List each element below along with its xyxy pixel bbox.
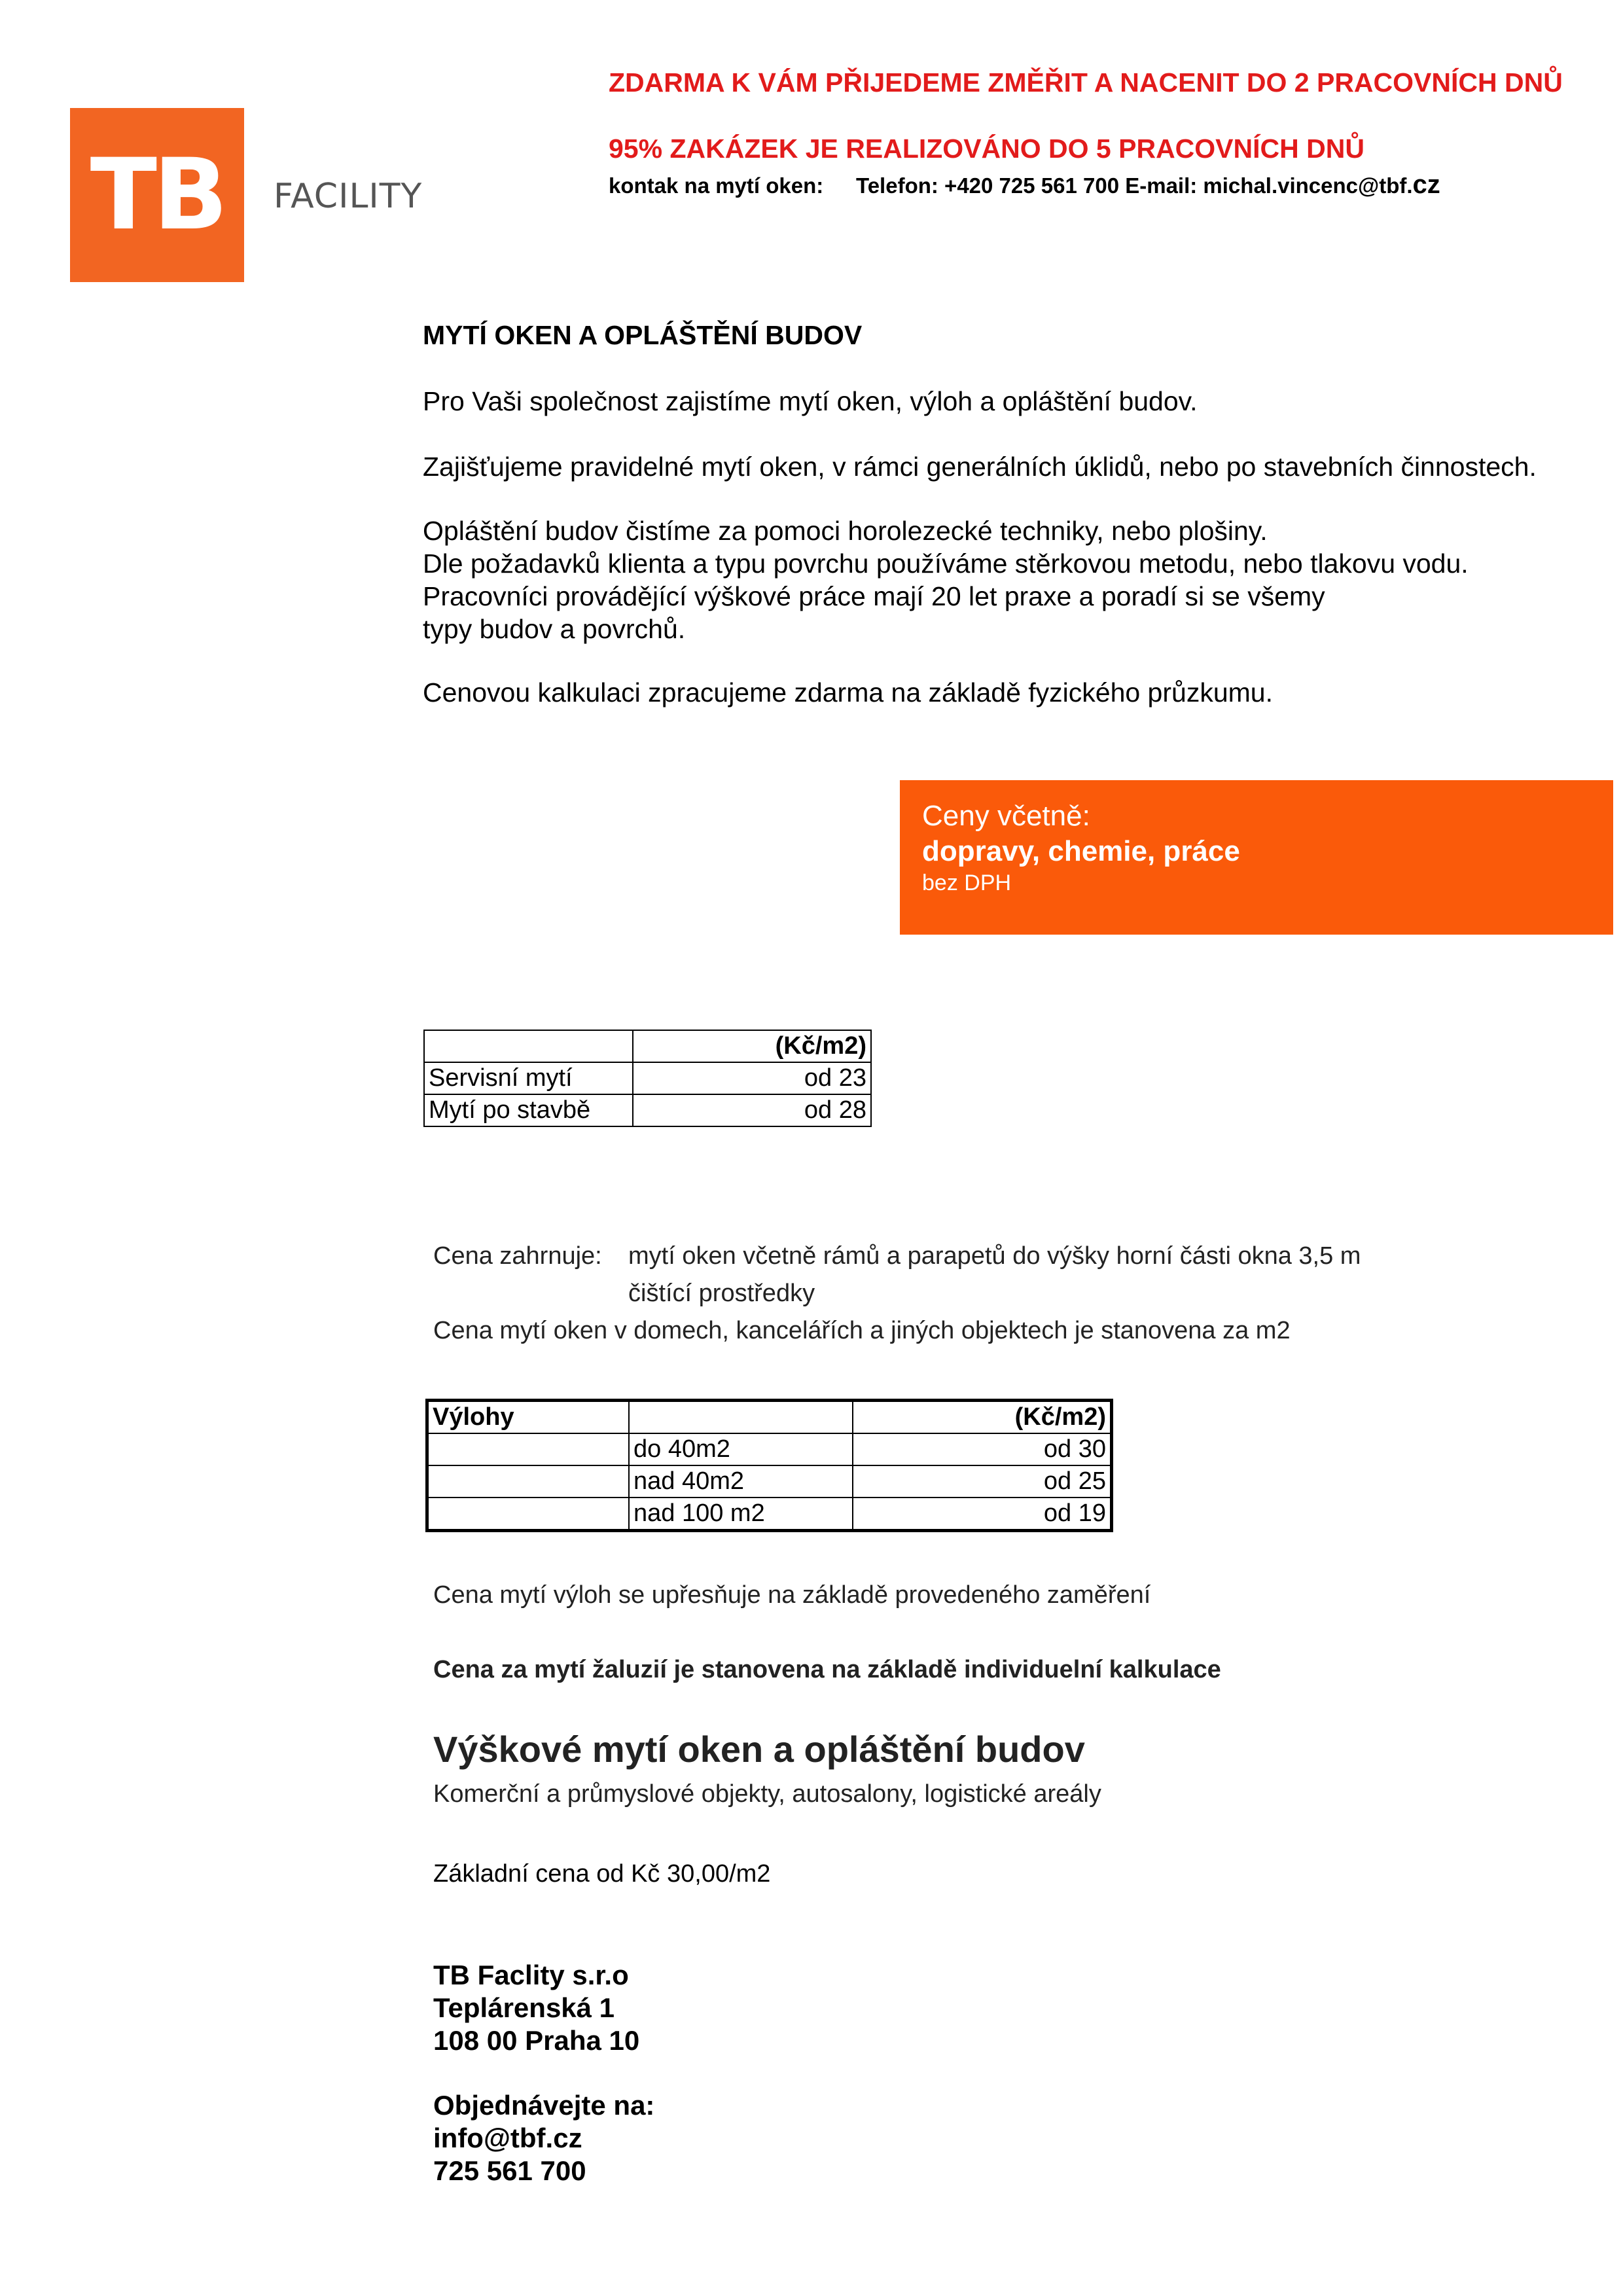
- shopwindow-note: Cena mytí výloh se upřesňuje na základě provedeného zaměření: [433, 1581, 1151, 1609]
- header-contact-label: kontak na mytí oken:: [609, 173, 824, 198]
- price-info-box: [900, 780, 1613, 935]
- table-row: [427, 1433, 1112, 1465]
- table-header-cell: [424, 1030, 633, 1062]
- table-cell: Servisní mytí: [424, 1062, 633, 1094]
- table-cell: od 30: [853, 1433, 1112, 1465]
- order-label: Objednávejte na:: [433, 2090, 655, 2121]
- price-includes-note: Cena mytí oken v domech, kancelářích a jiných objektech je stanovena za m2: [433, 1317, 1291, 1344]
- table-header-row: [427, 1401, 1112, 1434]
- high-rise-subtitle: Komerční a průmyslové objekty, autosalony, logistické areály: [433, 1780, 1101, 1808]
- price-includes-item: mytí oken včetně rámů a parapetů do výšky horní části okna 3,5 m: [628, 1242, 1361, 1270]
- high-rise-title: Výškové mytí oken a opláštění budov: [433, 1729, 1085, 1770]
- table-cell: Mytí po stavbě: [424, 1094, 633, 1126]
- price-includes-label: Cena zahrnuje:: [433, 1242, 602, 1270]
- paragraph-cladding-line: typy budov a povrchů.: [423, 614, 686, 644]
- header-contact-tld: cz: [1412, 170, 1440, 199]
- table-cell: [427, 1465, 630, 1498]
- table-row: [424, 1094, 871, 1126]
- order-email: info@tbf.cz: [433, 2123, 582, 2153]
- price-box-line-1: Ceny včetně:: [922, 800, 1090, 832]
- price-includes-item: čištící prostředky: [628, 1280, 815, 1307]
- table-cell: nad 100 m2: [629, 1498, 853, 1531]
- blinds-note: Cena za mytí žaluzií je stanovena na základě individuelní kalkulace: [433, 1656, 1221, 1683]
- price-box-line-2: dopravy, chemie, práce: [922, 835, 1240, 867]
- table-cell: od 19: [853, 1498, 1112, 1531]
- table-cell: [427, 1498, 630, 1531]
- paragraph-cladding-line: Pracovníci provádějící výškové práce mají 20 let praxe a poradí si se všemy: [423, 581, 1325, 611]
- table-row: [427, 1498, 1112, 1531]
- shopwindow-price-table: [425, 1399, 1113, 1532]
- window-price-table: [423, 1030, 872, 1127]
- order-phone: 725 561 700: [433, 2155, 586, 2186]
- page-heading: MYTÍ OKEN A OPLÁŠTĚNÍ BUDOV: [423, 320, 863, 350]
- logo-mark-text: TB: [90, 138, 224, 252]
- paragraph-cladding-line: Opláštění budov čistíme za pomoci horolezecké techniky, nebo plošiny.: [423, 516, 1268, 546]
- logo-wordmark: FACILITY: [274, 177, 423, 216]
- table-cell: od 28: [633, 1094, 871, 1126]
- table-header-cell: (Kč/m2): [853, 1401, 1112, 1434]
- table-row: [427, 1465, 1112, 1498]
- table-header-cell: Výlohy: [427, 1401, 630, 1434]
- company-city: 108 00 Praha 10: [433, 2025, 640, 2056]
- company-street: Teplárenská 1: [433, 1992, 615, 2023]
- header-promo-line-1: ZDARMA K VÁM PŘIJEDEME ZMĚŘIT A NACENIT DO 2 PRACOVNÍCH DNŮ: [609, 67, 1563, 98]
- table-row: [424, 1062, 871, 1094]
- base-price: Základní cena od Kč 30,00/m2: [433, 1860, 771, 1888]
- table-header-cell: (Kč/m2): [633, 1030, 871, 1062]
- table-cell: nad 40m2: [629, 1465, 853, 1498]
- price-box-line-3: bez DPH: [922, 870, 1012, 895]
- table-header-cell: [629, 1401, 853, 1434]
- paragraph-intro: Pro Vaši společnost zajistíme mytí oken, výloh a opláštění budov.: [423, 386, 1198, 416]
- paragraph-cladding-line: Dle požadavků klienta a typu povrchu používáme stěrkovou metodu, nebo tlakovu vodu.: [423, 548, 1469, 579]
- table-cell: do 40m2: [629, 1433, 853, 1465]
- header-promo-line-2: 95% ZAKÁZEK JE REALIZOVÁNO DO 5 PRACOVNÍCH DNŮ: [609, 134, 1364, 164]
- table-cell: od 25: [853, 1465, 1112, 1498]
- header-contact: [609, 170, 1440, 200]
- paragraph-cladding: [423, 514, 1469, 645]
- table-cell: od 23: [633, 1062, 871, 1094]
- header-contact-text: Telefon: +420 725 561 700 E-mail: michal.vincenc@tbf.: [856, 173, 1413, 198]
- table-header-row: [424, 1030, 871, 1062]
- table-cell: [427, 1433, 630, 1465]
- company-name: TB Faclity s.r.o: [433, 1960, 629, 1990]
- paragraph-regular-cleaning: Zajišťujeme pravidelné mytí oken, v rámci generálních úklidů, nebo po stavebních činnostech.: [423, 452, 1537, 482]
- logo-mark: [70, 108, 244, 282]
- paragraph-calculation: Cenovou kalkulaci zpracujeme zdarma na základě fyzického průzkumu.: [423, 677, 1273, 708]
